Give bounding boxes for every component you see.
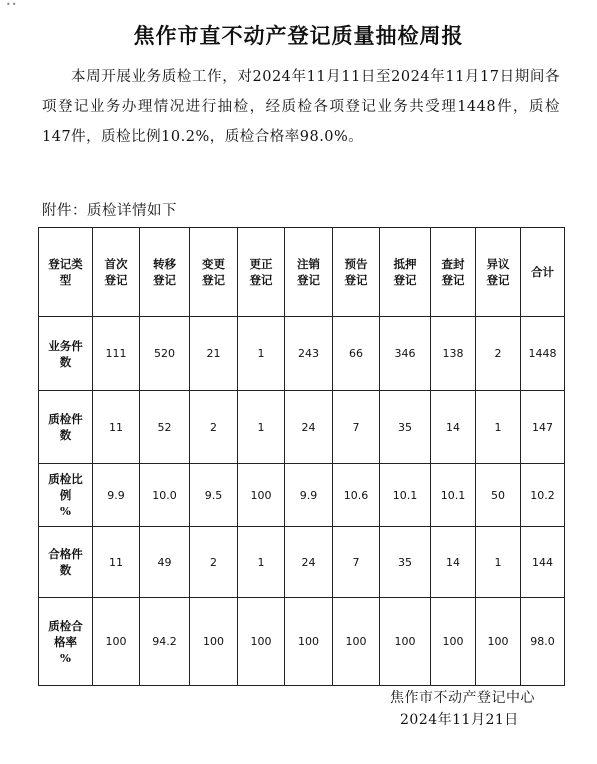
header-cell: 预告 登记 xyxy=(333,228,380,317)
table-cell: 7 xyxy=(333,391,380,464)
table-cell: 100 xyxy=(380,598,431,686)
quality-inspection-table xyxy=(38,227,565,686)
table-cell: 1 xyxy=(476,527,521,598)
table-cell: 100 xyxy=(333,598,380,686)
report-title: 焦作市直不动产登记质量抽检周报 xyxy=(133,23,464,48)
table-cell: 1 xyxy=(238,391,285,464)
header-cell: 变更 登记 xyxy=(190,228,238,317)
table-cell: 100 xyxy=(93,598,140,686)
row-label: 质检件 数 xyxy=(39,391,93,464)
table-cell: 10.1 xyxy=(431,464,476,527)
header-cell: 查封 登记 xyxy=(431,228,476,317)
table-row xyxy=(39,317,565,391)
table-cell: 9.9 xyxy=(285,464,333,527)
table-cell: 243 xyxy=(285,317,333,391)
table-cell: 50 xyxy=(476,464,521,527)
table-cell: 1448 xyxy=(521,317,565,391)
table-cell: 9.9 xyxy=(93,464,140,527)
table-cell: 21 xyxy=(190,317,238,391)
table-cell: 7 xyxy=(333,527,380,598)
table-cell: 100 xyxy=(476,598,521,686)
table-cell: 14 xyxy=(431,391,476,464)
table-cell: 11 xyxy=(93,527,140,598)
header-cell: 注销 登记 xyxy=(285,228,333,317)
header-cell: 更正 登记 xyxy=(238,228,285,317)
table-cell: 11 xyxy=(93,391,140,464)
table-cell: 346 xyxy=(380,317,431,391)
table-cell: 24 xyxy=(285,391,333,464)
row-label: 质检合 格率 % xyxy=(39,598,93,686)
table-cell: 100 xyxy=(238,598,285,686)
row-label: 质检比 例 % xyxy=(39,464,93,527)
table-row xyxy=(39,598,565,686)
table-cell: 1 xyxy=(238,317,285,391)
table-cell: 100 xyxy=(238,464,285,527)
issuing-organization: 焦作市不动产登记中心 xyxy=(390,690,535,706)
issue-date: 2024年11月21日 xyxy=(400,712,519,728)
corner-mark: •• xyxy=(6,0,18,9)
table-cell: 100 xyxy=(431,598,476,686)
table-cell: 2 xyxy=(190,391,238,464)
table-cell: 10.6 xyxy=(333,464,380,527)
table-cell: 147 xyxy=(521,391,565,464)
table-cell: 10.0 xyxy=(140,464,190,527)
table-header-row xyxy=(39,228,565,317)
table-cell: 9.5 xyxy=(190,464,238,527)
row-label: 合格件 数 xyxy=(39,527,93,598)
header-cell: 转移 登记 xyxy=(140,228,190,317)
table-row xyxy=(39,464,565,527)
table-cell: 144 xyxy=(521,527,565,598)
table-cell: 100 xyxy=(285,598,333,686)
table-cell: 2 xyxy=(476,317,521,391)
table-row xyxy=(39,527,565,598)
row-label: 业务件 数 xyxy=(39,317,93,391)
table-cell: 2 xyxy=(190,527,238,598)
table-cell: 66 xyxy=(333,317,380,391)
table-cell: 1 xyxy=(238,527,285,598)
table-cell: 520 xyxy=(140,317,190,391)
header-cell: 异议 登记 xyxy=(476,228,521,317)
header-cell: 登记类 型 xyxy=(39,228,93,317)
table-cell: 49 xyxy=(140,527,190,598)
table-cell: 52 xyxy=(140,391,190,464)
table-cell: 10.1 xyxy=(380,464,431,527)
table-row xyxy=(39,391,565,464)
table-cell: 35 xyxy=(380,391,431,464)
table-cell: 10.2 xyxy=(521,464,565,527)
table-cell: 14 xyxy=(431,527,476,598)
attachment-note: 附件：质检详情如下 xyxy=(42,203,177,219)
header-cell: 合计 xyxy=(521,228,565,317)
table-cell: 138 xyxy=(431,317,476,391)
table-cell: 94.2 xyxy=(140,598,190,686)
header-cell: 首次 登记 xyxy=(93,228,140,317)
table-cell: 1 xyxy=(476,391,521,464)
table-cell: 111 xyxy=(93,317,140,391)
table-cell: 35 xyxy=(380,527,431,598)
table-cell: 24 xyxy=(285,527,333,598)
header-cell: 抵押 登记 xyxy=(380,228,431,317)
table-cell: 100 xyxy=(190,598,238,686)
intro-paragraph: 本周开展业务质检工作，对2024年11月11日至2024年11月17日期间各项登记业务办理情况进行抽检，经质检各项登记业务共受理1448件，质检147件，质检比例10.2%，质检合格率98.0%。 xyxy=(42,69,560,145)
table-cell: 98.0 xyxy=(521,598,565,686)
